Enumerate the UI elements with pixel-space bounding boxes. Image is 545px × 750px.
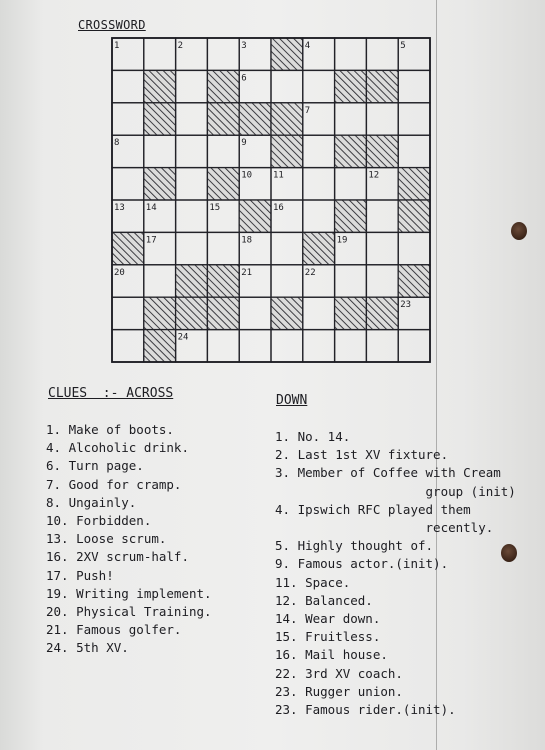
grid-cell-shaded xyxy=(239,200,271,232)
grid-number: 15 xyxy=(209,203,221,213)
grid-cell xyxy=(144,265,176,297)
grid-cell xyxy=(398,103,430,135)
grid-number: 13 xyxy=(114,203,125,213)
grid-cell xyxy=(239,330,271,362)
grid-number: 3 xyxy=(241,41,247,51)
down-clue: 9. Famous actor.(init). xyxy=(275,556,449,572)
across-clue: 20. Physical Training. xyxy=(46,604,212,620)
grid-cell xyxy=(366,38,398,70)
grid-cell xyxy=(303,330,335,362)
grid-number: 9 xyxy=(241,138,247,149)
across-clue: 17. Push! xyxy=(46,567,114,583)
down-clue: 12. Balanced. xyxy=(275,592,373,608)
down-clue: 2. Last 1st XV fixture. xyxy=(275,447,449,463)
grid-cell xyxy=(176,70,208,102)
grid-cell xyxy=(176,232,208,264)
down-clue: 1. No. 14. xyxy=(275,429,351,444)
grid-number: 14 xyxy=(145,203,157,213)
grid-cell xyxy=(207,330,239,362)
across-clue: 8. Ungainly. xyxy=(46,494,137,510)
across-clue: 1. Make of boots. xyxy=(46,422,174,437)
crossword-title: CROSSWORD xyxy=(78,18,146,32)
down-clue: 23. Rugger union. xyxy=(275,683,403,699)
grid-number: 23 xyxy=(400,300,412,311)
down-clue: 5. Highly thought of. xyxy=(275,538,434,554)
across-clue: 21. Famous golfer. xyxy=(46,622,182,638)
grid-cell xyxy=(303,297,335,329)
grid-cell-shaded xyxy=(398,200,430,232)
grid-cell xyxy=(112,103,144,135)
grid-cell-shaded xyxy=(398,168,430,200)
grid-cell-shaded xyxy=(144,297,176,329)
down-clue: 14. Wear down. xyxy=(275,611,381,627)
grid-cell xyxy=(144,38,176,70)
grid-cell-shaded xyxy=(335,70,367,102)
grid-number: 7 xyxy=(304,105,311,116)
grid-cell xyxy=(207,135,239,167)
grid-cell xyxy=(176,200,208,232)
across-clue: 19. Writing implement. xyxy=(46,585,212,601)
down-clue: 11. Space. xyxy=(275,574,351,590)
grid-cell xyxy=(207,38,239,70)
grid-cell xyxy=(335,38,367,70)
grid-cell xyxy=(112,168,144,200)
across-clue: 4. Alcoholic drink. xyxy=(46,440,189,456)
grid-cell xyxy=(335,330,367,362)
grid-number: 5 xyxy=(400,41,406,51)
down-clue: 4. Ipswich RFC played them xyxy=(275,501,471,517)
grid-number: 10 xyxy=(241,170,253,181)
grid-cell xyxy=(366,330,398,362)
across-clue: 13. Loose scrum. xyxy=(46,531,167,547)
grid-number: 4 xyxy=(304,41,311,51)
down-clue: 16. Mail house. xyxy=(275,647,388,663)
across-clue: 10. Forbidden. xyxy=(46,513,152,529)
grid-number: 12 xyxy=(368,170,380,181)
grid-cell-shaded xyxy=(144,103,176,135)
grid-cell-shaded xyxy=(271,38,303,70)
grid-cell-shaded xyxy=(176,297,208,329)
grid-cell xyxy=(112,297,144,329)
down-clue: 23. Famous rider.(init). xyxy=(275,702,456,718)
grid-number: 8 xyxy=(114,138,120,149)
grid-cell-shaded xyxy=(271,103,303,135)
grid-cell xyxy=(398,70,430,102)
grid-number: 24 xyxy=(177,332,189,343)
grid-cell xyxy=(239,297,271,329)
grid-cell-shaded xyxy=(271,297,303,329)
grid-number: 22 xyxy=(304,267,316,278)
grid-cell xyxy=(366,103,398,135)
grid-cell xyxy=(303,168,335,200)
grid-cell-shaded xyxy=(176,265,208,297)
grid-cell xyxy=(303,135,335,167)
down-clue: recently. xyxy=(275,520,494,536)
grid-cell xyxy=(207,232,239,264)
grid-number: 6 xyxy=(241,73,247,84)
grid-cell-shaded xyxy=(335,135,367,167)
grid-cell xyxy=(144,135,176,167)
grid-cell xyxy=(335,103,367,135)
grid-cell xyxy=(112,70,144,102)
grid-cell-shaded xyxy=(144,330,176,362)
grid-cell-shaded xyxy=(207,168,239,200)
grid-number: 16 xyxy=(273,203,284,213)
binder-hole-top xyxy=(511,222,527,240)
grid-number: 19 xyxy=(336,235,348,246)
across-clue: 24. 5th XV. xyxy=(46,640,129,656)
grid-cell xyxy=(335,265,367,297)
grid-cell xyxy=(398,330,430,362)
grid-cell xyxy=(303,200,335,232)
grid-cell-shaded xyxy=(144,70,176,102)
grid-cell xyxy=(271,70,303,102)
grid-number: 2 xyxy=(177,41,184,51)
across-clue: 6. Turn page. xyxy=(46,458,144,474)
grid-number: 17 xyxy=(145,235,157,246)
down-clue: 3. Member of Coffee with Cream xyxy=(275,465,501,481)
grid-cell-shaded xyxy=(207,297,239,329)
grid-cell xyxy=(271,330,303,362)
across-clue: 7. Good for cramp. xyxy=(46,476,182,492)
grid-number: 11 xyxy=(273,170,284,181)
grid-cell xyxy=(271,265,303,297)
grid-cell xyxy=(176,135,208,167)
grid-cell-shaded xyxy=(398,265,430,297)
grid-cell xyxy=(112,330,144,362)
grid-cell-shaded xyxy=(239,103,271,135)
grid-number: 1 xyxy=(114,41,120,51)
grid-cell-shaded xyxy=(207,70,239,102)
grid-cell-shaded xyxy=(207,265,239,297)
across-clue: 16. 2XV scrum-half. xyxy=(46,549,189,565)
grid-cell-shaded xyxy=(335,297,367,329)
grid-cell xyxy=(176,103,208,135)
grid-cell-shaded xyxy=(303,232,335,264)
grid-number: 21 xyxy=(241,267,253,278)
grid-cell-shaded xyxy=(366,70,398,102)
grid-cell xyxy=(271,232,303,264)
grid-cell xyxy=(176,168,208,200)
down-clue: group (init) xyxy=(275,483,516,499)
across-clue-list xyxy=(46,421,212,658)
grid-cell-shaded xyxy=(271,135,303,167)
grid-cell xyxy=(398,232,430,264)
down-heading: DOWN xyxy=(276,393,308,408)
grid-cell xyxy=(335,168,367,200)
across-heading: CLUES :- ACROSS xyxy=(48,386,174,401)
down-clue-list xyxy=(275,428,516,719)
grid-cell-shaded xyxy=(366,297,398,329)
grid-cell xyxy=(303,70,335,102)
grid-number: 18 xyxy=(241,235,253,246)
grid-cell xyxy=(366,200,398,232)
down-clue: 15. Fruitless. xyxy=(275,629,381,645)
grid-cell-shaded xyxy=(335,200,367,232)
grid-number: 20 xyxy=(114,267,125,278)
grid-cell-shaded xyxy=(207,103,239,135)
grid-cell-shaded xyxy=(366,135,398,167)
grid-cell xyxy=(366,232,398,264)
down-clue: 22. 3rd XV coach. xyxy=(275,665,403,681)
grid-cell-shaded xyxy=(144,168,176,200)
grid-cell-shaded xyxy=(112,232,144,264)
grid-cell xyxy=(366,265,398,297)
grid-cell xyxy=(398,135,430,167)
